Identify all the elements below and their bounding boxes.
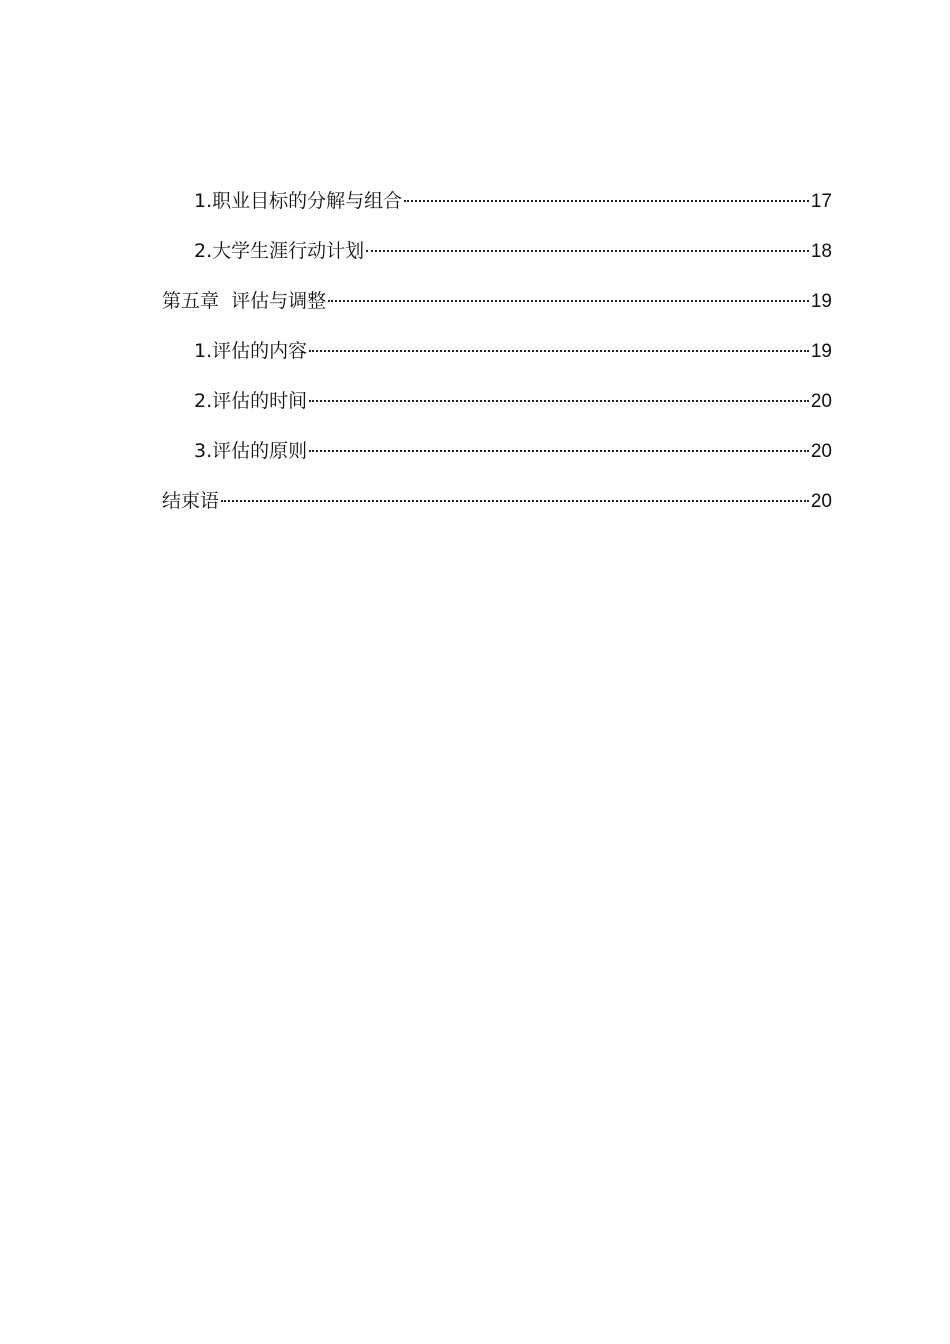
dot-leader: [366, 250, 809, 252]
dot-leader: [309, 450, 809, 452]
toc-entry[interactable]: [162, 483, 832, 533]
toc-entry-page: 20: [810, 441, 832, 462]
toc-entry-title: 2.大学生涯行动计划: [194, 240, 365, 262]
dot-leader: [309, 350, 809, 352]
toc-entry-title: 3.评估的原则: [194, 440, 308, 462]
dot-leader: [309, 400, 809, 402]
toc-entry-title: 2.评估的时间: [194, 390, 308, 412]
toc-entry-title: 1.职业目标的分解与组合: [194, 190, 403, 212]
toc-entry-title: 1.评估的内容: [194, 340, 308, 362]
toc-entry-page: 19: [810, 341, 832, 362]
toc-entry-page: 20: [810, 391, 832, 412]
table-of-contents: [162, 183, 832, 533]
toc-entry-title: 第五章 评估与调整: [162, 290, 327, 312]
toc-entry[interactable]: [162, 333, 832, 383]
toc-entry-page: 17: [810, 191, 832, 212]
toc-entry[interactable]: [162, 183, 832, 233]
toc-entry-page: 19: [810, 291, 832, 312]
toc-entry-page: 18: [810, 241, 832, 262]
dot-leader: [221, 500, 809, 502]
toc-entry[interactable]: [162, 233, 832, 283]
toc-entry[interactable]: [162, 283, 832, 333]
toc-entry-page: 20: [810, 491, 832, 512]
toc-entry[interactable]: [162, 383, 832, 433]
toc-entry[interactable]: [162, 433, 832, 483]
dot-leader: [328, 300, 809, 302]
dot-leader: [404, 200, 809, 202]
toc-entry-title: 结束语: [162, 490, 220, 512]
